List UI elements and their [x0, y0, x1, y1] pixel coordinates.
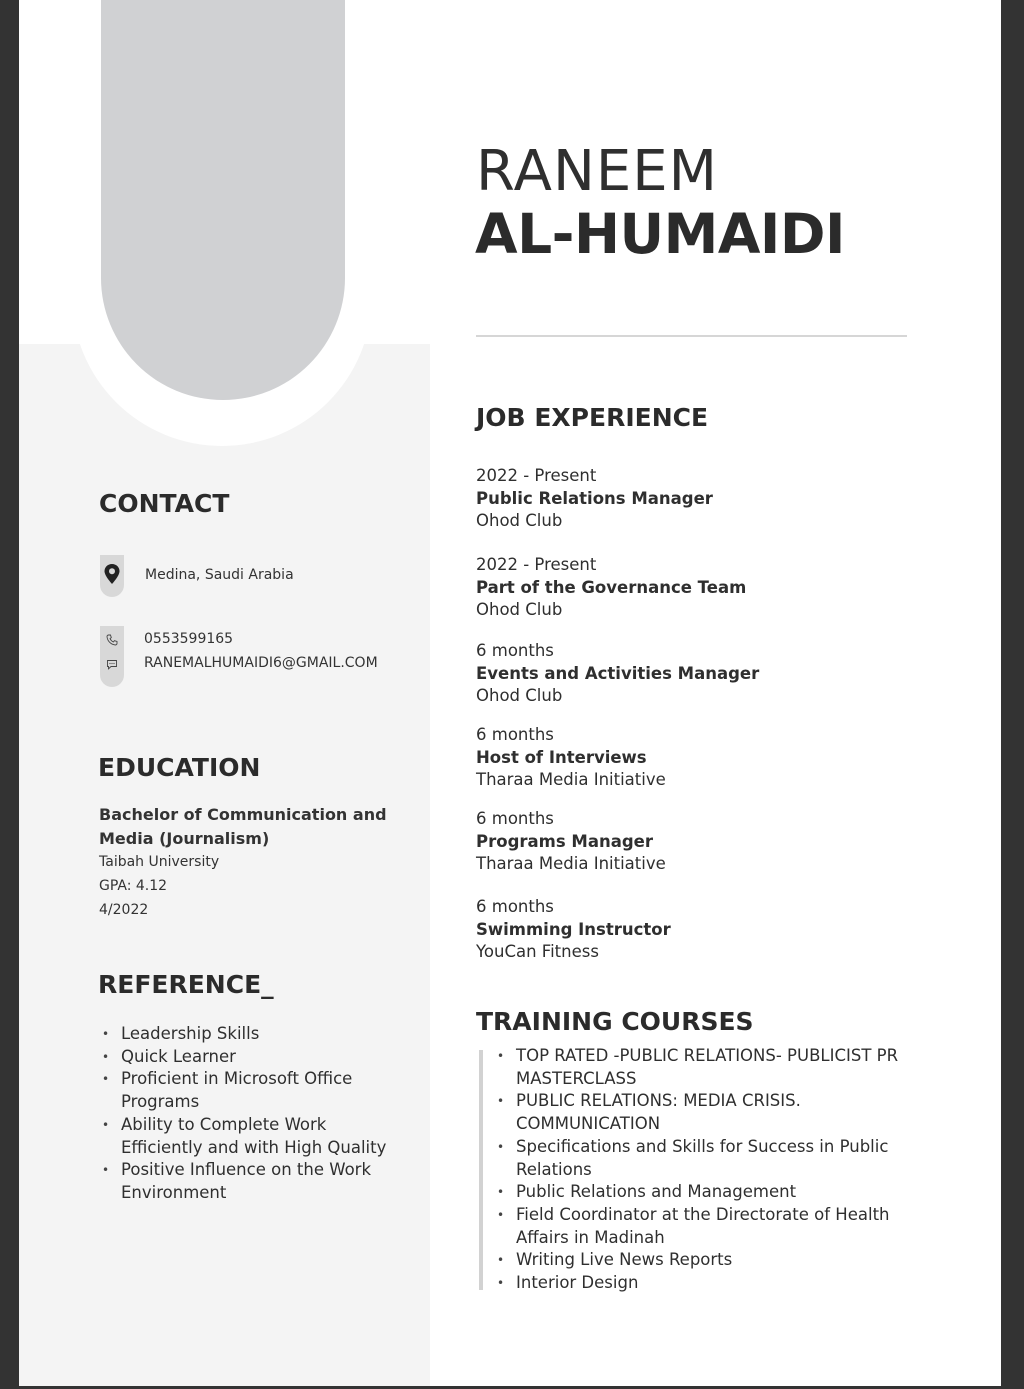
job-org: Tharaa Media Initiative — [476, 854, 666, 874]
job-org: Tharaa Media Initiative — [476, 770, 666, 790]
list-item: • Specifications and Skills for Success in Public Relations — [495, 1136, 940, 1181]
job-period: 6 months — [476, 641, 554, 660]
list-item: • Public Relations and Management — [495, 1181, 940, 1204]
job-title: Host of Interviews — [476, 747, 647, 767]
training-list — [495, 1045, 940, 1295]
list-item: • Positive Influence on the Work Environment — [100, 1159, 400, 1204]
list-item: • Leadership Skills — [100, 1023, 400, 1046]
first-name: RANEEM — [476, 139, 718, 204]
job-entry — [476, 554, 746, 622]
phone-icon — [106, 634, 118, 646]
resume-page — [19, 0, 1001, 1386]
location-text: Medina, Saudi Arabia — [145, 567, 294, 583]
list-item: • TOP RATED -PUBLIC RELATIONS- PUBLICIST PR MASTERCLASS — [495, 1045, 940, 1090]
job-title: Swimming Instructor — [476, 919, 671, 939]
contact-heading: CONTACT — [99, 489, 230, 518]
photo-placeholder — [101, 0, 345, 400]
job-title: Part of the Governance Team — [476, 577, 747, 597]
job-entry — [476, 724, 666, 792]
phone-text: 0553599165 — [144, 631, 234, 647]
job-title: Events and Activities Manager — [476, 663, 760, 683]
list-item: • Writing Live News Reports — [495, 1249, 940, 1272]
list-item: • Field Coordinator at the Directorate of Health Affairs in Madinah — [495, 1204, 940, 1249]
job-org: YouCan Fitness — [476, 942, 599, 962]
job-entry — [476, 896, 671, 964]
job-period: 6 months — [476, 809, 554, 828]
location-pin-icon — [103, 563, 121, 585]
training-accent-bar — [479, 1050, 483, 1290]
gpa: GPA: 4.12 — [99, 878, 168, 894]
chat-bubble-icon — [106, 659, 118, 670]
last-name: AL-HUMAIDI — [475, 202, 846, 266]
graduation-date: 4/2022 — [99, 902, 149, 918]
list-item: • Interior Design — [495, 1272, 940, 1295]
job-period: 6 months — [476, 897, 554, 916]
job-period: 2022 - Present — [476, 555, 597, 574]
job-title: Programs Manager — [476, 831, 653, 851]
experience-heading: JOB EXPERIENCE — [476, 403, 709, 432]
job-period: 2022 - Present — [476, 466, 597, 485]
job-entry — [476, 465, 713, 533]
job-org: Ohod Club — [476, 600, 563, 620]
job-org: Ohod Club — [476, 511, 563, 531]
divider — [476, 335, 907, 337]
job-org: Ohod Club — [476, 686, 563, 706]
job-entry — [476, 640, 759, 708]
job-period: 6 months — [476, 725, 554, 744]
list-item: • Proficient in Microsoft Office Programs — [100, 1068, 400, 1113]
email-text: RANEMALHUMAIDI6@GMAIL.COM — [144, 655, 378, 671]
job-title: Public Relations Manager — [476, 488, 713, 508]
list-item: • Ability to Complete Work Efficiently and with High Quality — [100, 1114, 400, 1159]
reference-heading: REFERENCE_ — [98, 970, 274, 999]
list-item: • PUBLIC RELATIONS: MEDIA CRISIS. COMMUNICATION — [495, 1090, 940, 1135]
education-heading: EDUCATION — [98, 753, 261, 782]
reference-list — [100, 1023, 400, 1205]
list-item: • Quick Learner — [100, 1046, 400, 1069]
job-entry — [476, 808, 666, 876]
training-heading: TRAINING COURSES — [476, 1007, 754, 1036]
degree: Bachelor of Communication and Media (Journalism) — [99, 805, 387, 848]
university: Taibah University — [99, 854, 220, 870]
